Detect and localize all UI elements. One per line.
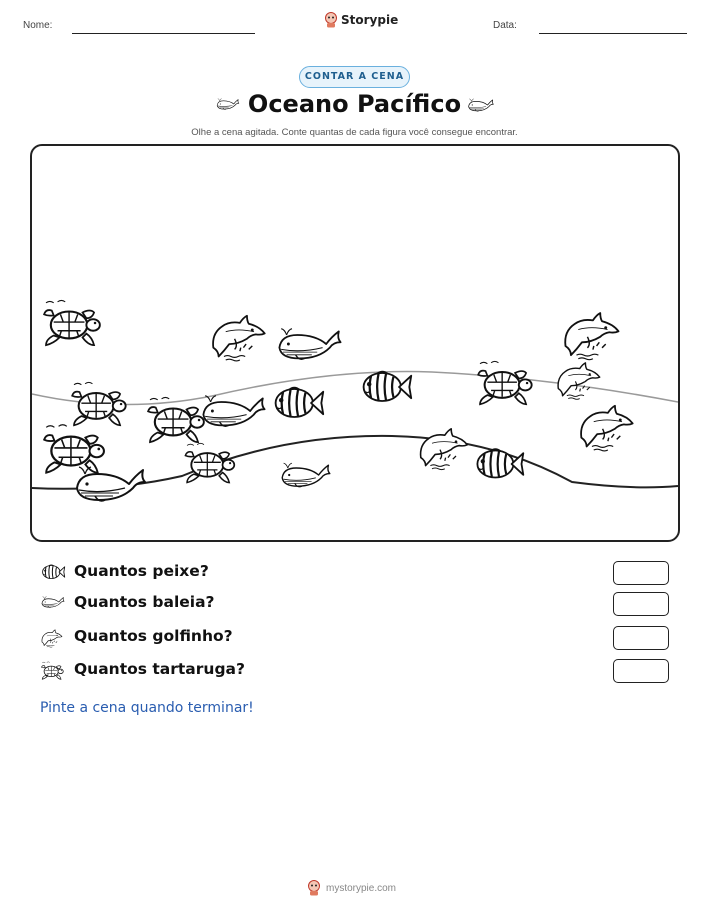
question-turtle bbox=[40, 659, 670, 685]
question-dolphin bbox=[40, 626, 670, 652]
storypie-mascot-icon bbox=[307, 880, 321, 896]
answer-box-turtle[interactable] bbox=[613, 659, 669, 683]
activity-badge: CONTAR A CENA bbox=[299, 66, 410, 88]
whale[interactable] bbox=[203, 396, 264, 427]
date-line[interactable] bbox=[539, 33, 687, 34]
question-whale bbox=[40, 592, 670, 618]
whale[interactable] bbox=[282, 463, 330, 487]
dolphin[interactable] bbox=[565, 313, 618, 360]
dolphin[interactable] bbox=[213, 316, 265, 361]
question-text: Quantos golfinho? bbox=[74, 627, 233, 645]
instructions-subtitle: Olhe a cena agitada. Conte quantas de cada figura você consegue encontrar. bbox=[191, 127, 518, 138]
dolphin[interactable] bbox=[581, 406, 633, 451]
coloring-instruction: Pinte a cena quando terminar! bbox=[40, 700, 254, 716]
fish[interactable] bbox=[276, 388, 324, 417]
brand-name: Storypie bbox=[341, 13, 399, 27]
question-text: Quantos peixe? bbox=[74, 562, 209, 580]
turtle-icon bbox=[40, 661, 64, 681]
answer-box-whale[interactable] bbox=[613, 592, 669, 616]
date-label: Data: bbox=[493, 20, 517, 31]
dolphin[interactable] bbox=[421, 429, 468, 470]
brand-logo bbox=[324, 12, 398, 28]
footer-site bbox=[307, 880, 396, 896]
whale[interactable] bbox=[77, 467, 145, 501]
turtle[interactable] bbox=[44, 425, 104, 473]
question-fish bbox=[40, 561, 670, 587]
turtle[interactable] bbox=[478, 361, 532, 404]
answer-box-dolphin[interactable] bbox=[613, 626, 669, 650]
name-label: Nome: bbox=[23, 20, 53, 31]
page-title: Oceano Pacífico bbox=[247, 90, 462, 118]
name-line[interactable] bbox=[72, 33, 255, 34]
dolphin-icon bbox=[40, 628, 64, 648]
turtle[interactable] bbox=[185, 443, 234, 482]
wave-line-dark bbox=[32, 436, 678, 489]
answer-box-fish[interactable] bbox=[613, 561, 669, 585]
whale-icon bbox=[40, 594, 66, 610]
storypie-mascot-icon bbox=[324, 12, 338, 28]
site-url: mystorypie.com bbox=[326, 882, 397, 894]
fish[interactable] bbox=[364, 372, 412, 401]
dolphin[interactable] bbox=[558, 363, 600, 399]
turtle[interactable] bbox=[44, 300, 100, 345]
turtle[interactable] bbox=[72, 382, 126, 425]
whale-icon bbox=[464, 97, 498, 113]
fish[interactable] bbox=[477, 449, 523, 477]
question-text: Quantos baleia? bbox=[74, 593, 215, 611]
ocean-scene[interactable] bbox=[30, 144, 680, 542]
whale[interactable] bbox=[279, 329, 340, 360]
fish-icon bbox=[40, 563, 66, 581]
question-text: Quantos tartaruga? bbox=[74, 660, 245, 678]
